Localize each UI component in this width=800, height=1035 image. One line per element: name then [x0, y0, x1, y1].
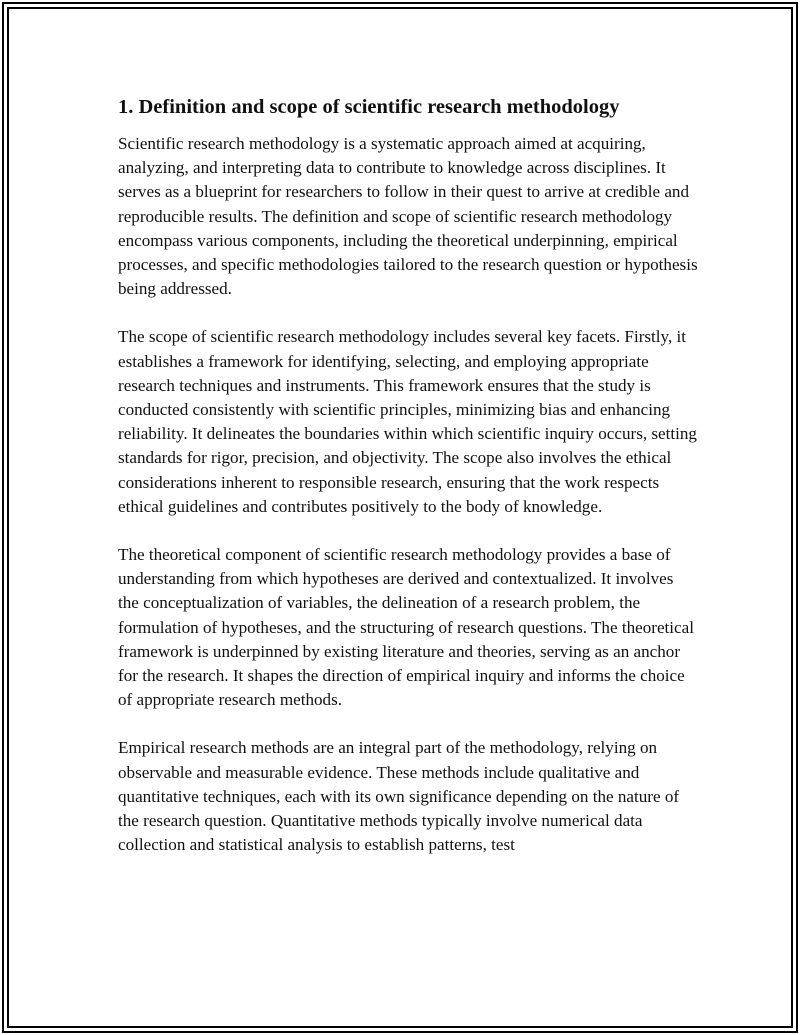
paragraph-definition: Scientific research methodology is a systematic approach aimed at acquiring, analyzing, and interpreting data to contribute to knowledge across disciplines. It serves as a blueprint for researchers to follow in their quest to arrive at credible and reproducible results. The definition and scope of scientific research methodology encompass various components, including the theoretical underpinning, empirical processes, and specific methodologies tailored to the research question or hypothesis being addressed.	[118, 134, 698, 299]
document-body	[118, 94, 698, 881]
paragraph-theoretical-component: The theoretical component of scientific research methodology provides a base of understanding from which hypotheses are derived and contextualized. It involves the conceptualization of variables, the delineation of a research problem, the formulation of hypotheses, and the structuring of research questions. The theoretical framework is underpinned by existing literature and theories, serving as an anchor for the research. It shapes the direction of empirical inquiry and informs the choice of appropriate research methods.	[118, 545, 694, 710]
paragraph-scope: The scope of scientific research methodology includes several key facets. Firstly, it establishes a framework for identifying, selecting, and employing appropriate research techniques and instruments. This framework ensures that the study is conducted consistently with scientific principles, minimizing bias and enhancing reliability. It delineates the boundaries within which scientific inquiry occurs, setting standards for rigor, precision, and objectivity. The scope also involves the ethical considerations inherent to responsible research, ensuring that the work respects ethical guidelines and contributes positively to the body of knowledge.	[118, 327, 697, 516]
paragraph-empirical-methods: Empirical research methods are an integral part of the methodology, relying on observable and measurable evidence. These methods include qualitative and quantitative techniques, each with its own significance depending on the nature of the research question. Quantitative methods typically involve numerical data collection and statistical analysis to establish patterns, test	[118, 738, 680, 855]
section-heading: 1. Definition and scope of scientific research methodology	[118, 96, 620, 118]
